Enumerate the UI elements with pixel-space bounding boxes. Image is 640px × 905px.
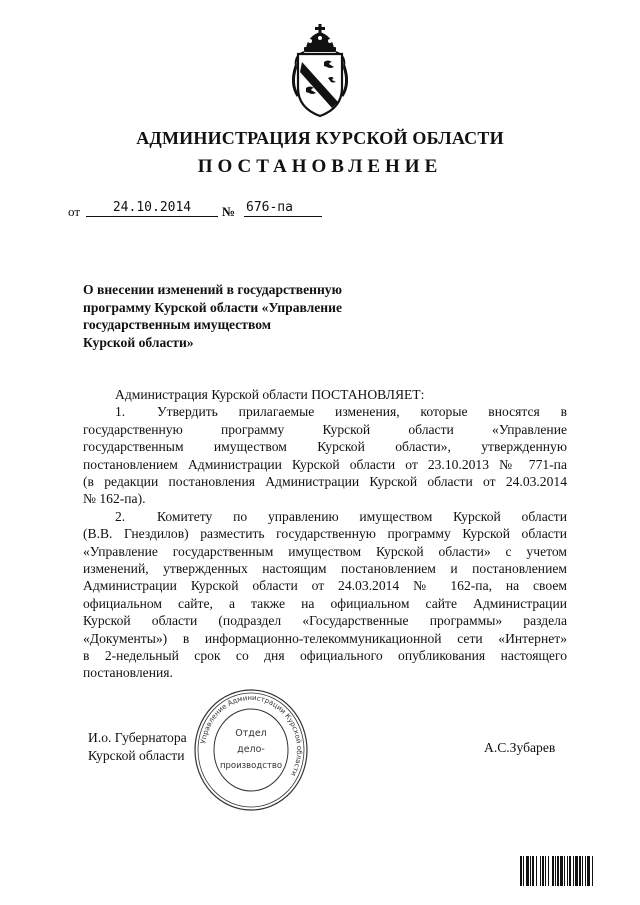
barcode-bar xyxy=(569,856,571,886)
barcode-bar xyxy=(582,856,583,886)
body-line: (В.В. Гнездилов) разместить государственную программу Курской области xyxy=(83,526,567,542)
barcode-bar xyxy=(530,856,531,886)
barcode-bar xyxy=(585,856,586,886)
barcode-bar xyxy=(532,856,534,886)
barcode-bar xyxy=(520,856,522,886)
list-item-2-first-line xyxy=(83,508,567,525)
body-line: постановления. xyxy=(83,665,173,681)
body-line: государственным имуществом Курской области», утвержденную xyxy=(83,439,567,455)
body-line: изменений, утвержденных настоящим постановлением и постановлением xyxy=(83,560,567,576)
list-item-1-first-line xyxy=(83,403,567,420)
barcode-bar xyxy=(587,856,590,886)
list-item-number: 2. xyxy=(115,508,126,524)
number-sign: № xyxy=(222,204,236,219)
body-line: № 162-па). xyxy=(83,491,146,507)
stamp-line-2: дело- xyxy=(237,744,265,755)
organization-name: АДМИНИСТРАЦИЯ КУРСКОЙ ОБЛАСТИ xyxy=(136,128,504,148)
body-line: постановлением Администрации Курской области от 23.10.2013 № 771-па xyxy=(83,456,567,472)
document-body xyxy=(83,386,567,682)
barcode-bar xyxy=(548,856,549,886)
barcode-bar xyxy=(555,856,556,886)
stamp-line-1: Отдел xyxy=(235,728,267,739)
subject-line: программу Курской области «Управление xyxy=(83,299,343,315)
barcode-bar xyxy=(557,856,559,886)
list-item-text: Комитету по управлению имуществом Курской области xyxy=(157,508,567,524)
document-number: 676-па xyxy=(244,200,322,217)
barcode-bar xyxy=(552,856,554,886)
barcode-bar xyxy=(564,856,565,886)
body-line: официальном сайте, а также на официальном сайте Администрации xyxy=(83,595,567,611)
office-stamp-icon xyxy=(193,688,309,812)
body-line: Курской области (подраздел «Государственные программы» раздела xyxy=(83,613,567,629)
barcode-bar xyxy=(573,856,574,886)
body-line: «Документы») в информационно-телекоммуникационной сети «Интернет» xyxy=(83,630,567,646)
barcode-bar xyxy=(540,856,541,886)
signatory-title xyxy=(88,729,187,764)
subject-line: Курской области» xyxy=(83,334,194,350)
body-line: государственную программу Курской области «Управление xyxy=(83,421,567,437)
body-line: «Управление государственным имуществом Курской области» с учетом xyxy=(83,543,567,559)
barcode-bar xyxy=(567,856,568,886)
document-date: 24.10.2014 xyxy=(86,200,218,217)
barcode-bar xyxy=(536,856,537,886)
barcode-bar xyxy=(523,856,524,886)
barcode-bar xyxy=(542,856,544,886)
document-type-title: ПОСТАНОВЛЕНИЕ xyxy=(197,156,443,177)
barcode-bar xyxy=(526,856,529,886)
stamp-line-3: производство xyxy=(219,761,283,771)
barcode-bar xyxy=(575,856,578,886)
subject-line: государственным имуществом xyxy=(83,317,272,333)
body-line: Администрации Курской области от 24.03.2014 № 162-па, на своем xyxy=(83,578,567,594)
signatory-title-line: Курской области xyxy=(88,747,185,763)
body-intro: Администрация Курской области ПОСТАНОВЛЯЕТ: xyxy=(115,387,425,402)
barcode-bar xyxy=(592,856,593,886)
barcode-bar xyxy=(560,856,563,886)
barcode-bar xyxy=(545,856,546,886)
date-prefix: от xyxy=(68,204,81,219)
subject-line: О внесении изменений в государственную xyxy=(83,282,342,297)
body-line: (в редакции постановления Администрации Курской области от 24.03.2014 xyxy=(83,473,567,489)
barcode-icon xyxy=(520,856,624,886)
signatory-title-line: И.о. Губернатора xyxy=(88,730,187,745)
document-subject xyxy=(83,281,413,351)
stamp-ring-text: Управление Администрации Курской области xyxy=(199,693,304,778)
list-item-number: 1. xyxy=(115,404,126,420)
list-item-text: Утвердить прилагаемые изменения, которые вносятся в xyxy=(157,404,567,420)
signatory-name: А.С.Зубарев xyxy=(484,740,556,755)
kursk-coat-of-arms-icon xyxy=(284,22,356,120)
body-line: в 2-недельный срок со дня официального опубликования настоящего xyxy=(83,647,567,663)
barcode-bar xyxy=(579,856,581,886)
